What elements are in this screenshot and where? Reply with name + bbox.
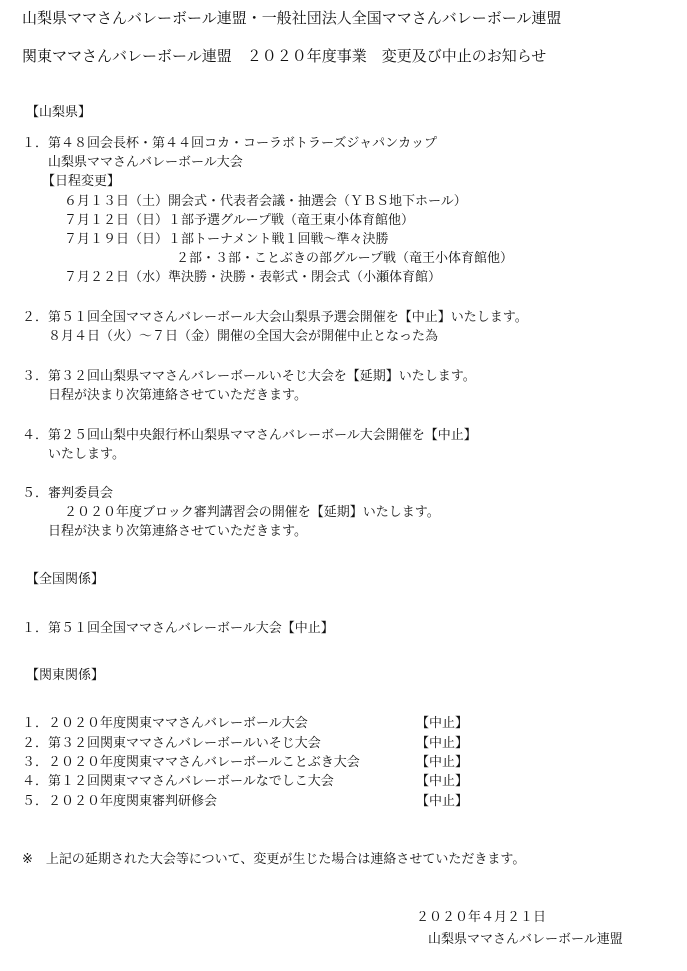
yamanashi-item2-line1: ２．第５１回全国ママさんバレーボール大会山梨県予選会開催を【中止】いたします。 xyxy=(22,310,528,325)
yamanashi-item1-line2: 山梨県ママさんバレーボール大会 xyxy=(48,155,243,170)
yamanashi-item1-line1: １．第４８回会長杯・第４４回コカ・コーラボトラーズジャパンカップ xyxy=(22,136,437,151)
kanto-item-label: ４．第１２回関東ママさんバレーボールなでしこ大会 xyxy=(22,774,334,789)
national-item1: １．第５１回全国ママさんバレーボール大会【中止】 xyxy=(22,621,334,636)
kanto-item-status: 【中止】 xyxy=(416,716,469,731)
yamanashi-item5-line1: ５．審判委員会 xyxy=(22,486,114,501)
schedule-line: ６月１３日（土）開会式・代表者会議・抽選会（ＹＢＳ地下ホール） xyxy=(64,194,467,209)
yamanashi-item3-line1: ３．第３２回山梨県ママさんバレーボールいそじ大会を【延期】いたします。 xyxy=(22,369,476,384)
kanto-item-status: 【中止】 xyxy=(416,736,469,751)
header-title-line1: 山梨県ママさんバレーボール連盟・一般社団法人全国ママさんバレーボール連盟 xyxy=(22,9,562,27)
note-text: ※ 上記の延期された大会等について、変更が生じた場合は連絡させていただきます。 xyxy=(22,852,526,867)
schedule-line: ７月１２日（日）１部予選グループ戦（竜王東小体育館他） xyxy=(64,213,414,228)
yamanashi-item5-line2: ２０２０年度ブロック審判講習会の開催を【延期】いたします。 xyxy=(64,505,440,520)
kanto-item-status: 【中止】 xyxy=(416,755,469,770)
section-heading-yamanashi: 【山梨県】 xyxy=(26,105,92,120)
footer-organization: 山梨県ママさんバレーボール連盟 xyxy=(428,932,623,947)
section-heading-kanto: 【関東関係】 xyxy=(26,668,105,683)
yamanashi-item5-line3: 日程が決まり次第連絡させていただきます。 xyxy=(48,524,307,539)
schedule-line: ２部・３部・ことぶきの部グループ戦（竜王小体育館他） xyxy=(176,251,513,266)
schedule-line: ７月２２日（水）準決勝・決勝・表彰式・閉会式（小瀬体育館） xyxy=(64,270,442,285)
kanto-item-label: １．２０２０年度関東ママさんバレーボール大会 xyxy=(22,716,308,731)
yamanashi-item4-line1: ４．第２５回山梨中央銀行杯山梨県ママさんバレーボール大会開催を【中止】 xyxy=(22,428,477,443)
schedule-change-label: 【日程変更】 xyxy=(42,174,121,189)
footer-date: ２０２０年４月２１日 xyxy=(416,910,547,925)
kanto-item-status: 【中止】 xyxy=(416,794,469,809)
yamanashi-item4-line2: いたします。 xyxy=(48,447,125,462)
kanto-item-label: ３．２０２０年度関東ママさんバレーボールことぶき大会 xyxy=(22,755,360,770)
kanto-item-status: 【中止】 xyxy=(416,774,469,789)
kanto-item-label: ５．２０２０年度関東審判研修会 xyxy=(22,794,218,809)
yamanashi-item3-line2: 日程が決まり次第連絡させていただきます。 xyxy=(48,388,307,403)
section-heading-national: 【全国関係】 xyxy=(26,572,105,587)
schedule-line: ７月１９日（日）１部トーナメント戦１回戦～準々決勝 xyxy=(64,232,389,247)
header-title-line2: 関東ママさんバレーボール連盟 ２０２０年度事業 変更及び中止のお知らせ xyxy=(22,47,547,65)
kanto-item-label: ２．第３２回関東ママさんバレーボールいそじ大会 xyxy=(22,736,321,751)
yamanashi-item2-line2: ８月４日（火）～７日（金）開催の全国大会が開催中止となった為 xyxy=(48,329,439,344)
